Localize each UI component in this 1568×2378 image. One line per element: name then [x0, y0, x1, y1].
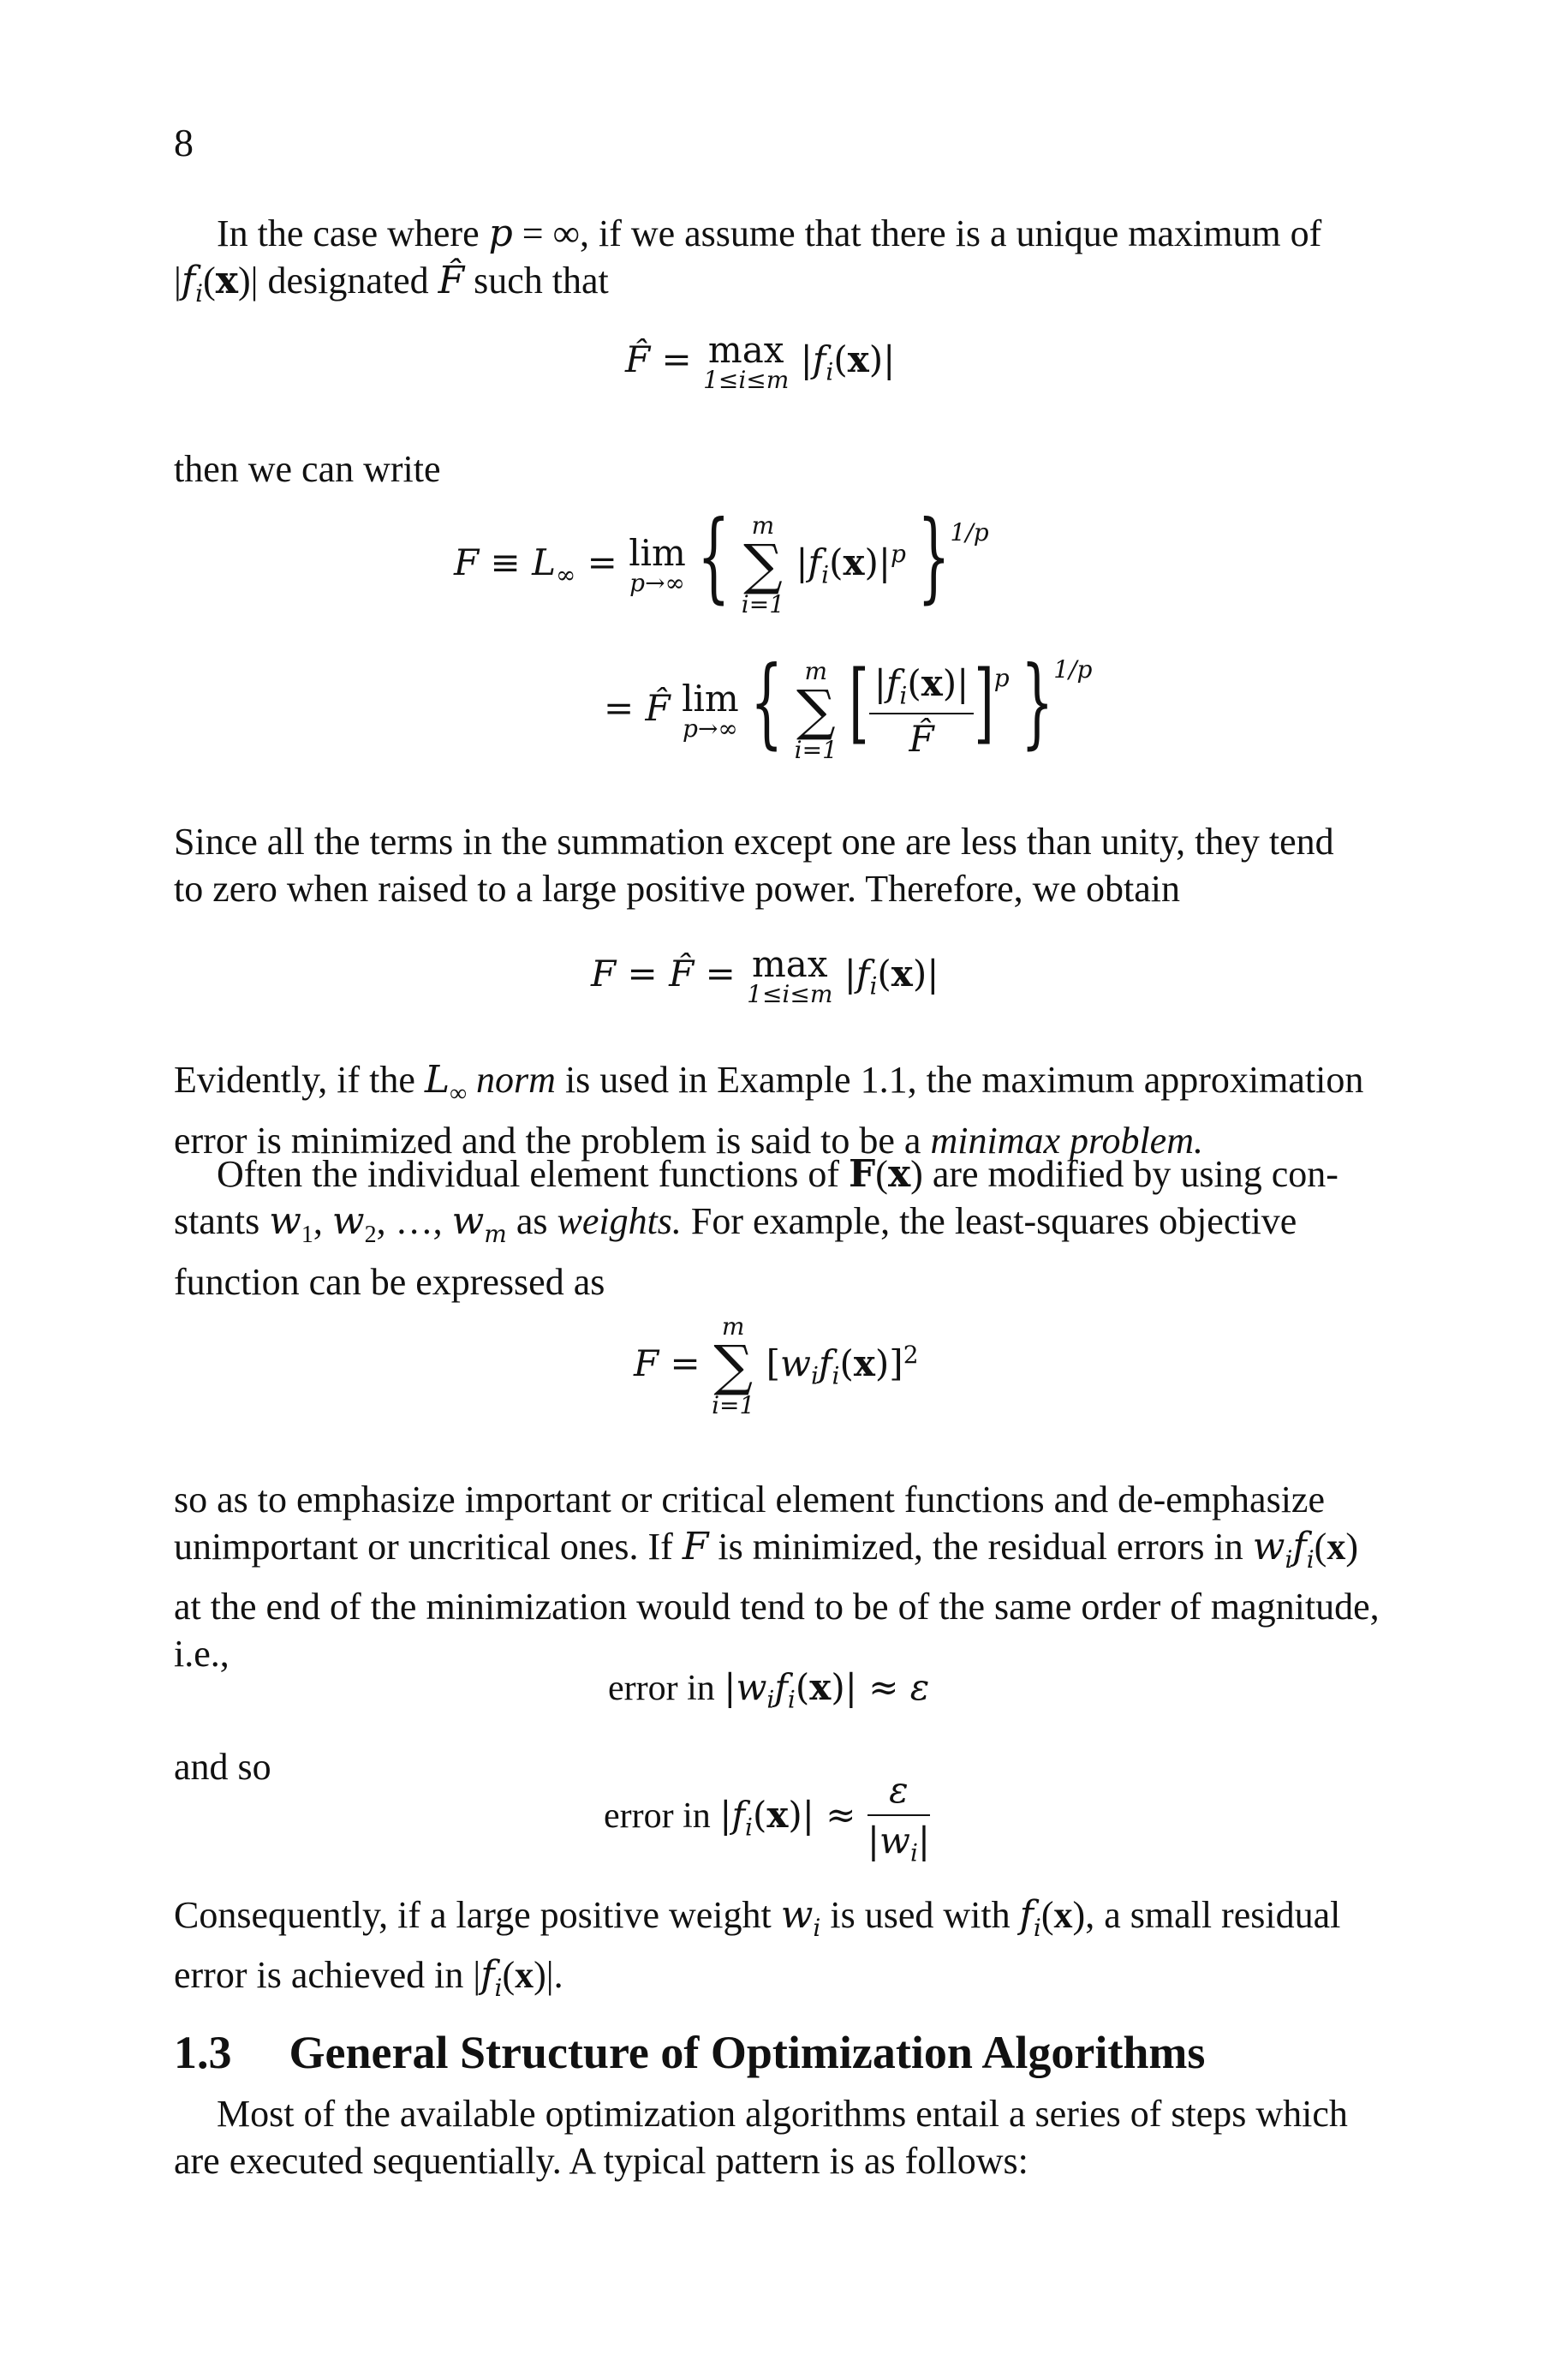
equation-error-1: error in $|w_if_i(x)| \approx \varepsilon$	[608, 1666, 930, 1714]
page-number: 8	[174, 121, 194, 164]
paragraph-3: Since all the terms in the summation except one are less than unity, they tend to zero when raised to a large positive power. Therefore, we obtain	[174, 821, 1334, 910]
paragraph-6: so as to emphasize important or critical element functions and de-emphasize unimportant or uncritical ones. If F is minimized, the residual errors in $w_if_i(x)$ at the end of the minimization would tend to be of the same order of magnitude, i.e.,	[174, 1479, 1380, 1675]
paragraph-2: then we can write	[174, 448, 441, 490]
paragraph-5: Often the individual element functions of F(x) are modified by using con- stants $w_1$, $w_2$, …, $w_m$ as weights. For example, the least-squares objective function can be expressed as	[174, 1152, 1338, 1303]
equation-error-2: error in $|f_i(x)|$ ≈ $\frac{\varepsilon}{|w_i|}$	[604, 1769, 931, 1867]
section-number: 1.3	[174, 2027, 232, 2078]
equation-weighted: F = m ∑ i=1 $[w_if_i(x)]^2$	[634, 1312, 919, 1419]
equation-linf-1: $F \equiv L_\infty$ = lim p→∞ { m ∑ i=1 $|f_i(x)|^p$ }$^{1/p}$	[454, 500, 989, 618]
section-heading	[174, 2026, 1205, 2079]
paragraph-8: Most of the available optimization algorithms entail a series of steps which are executed sequentially. A typical pattern is as follows:	[174, 2093, 1348, 2182]
paragraph-and-so: and so	[174, 1746, 271, 1788]
equation-minimax: F = F̂ = max 1≤i≤m $|f_i(x)|$	[591, 943, 939, 1008]
equation-f-hat: F̂ = max 1≤i≤m $|f_i(x)|$	[625, 329, 896, 394]
section-title: General Structure of Optimization Algorithms	[289, 2027, 1206, 2078]
paragraph-4: Evidently, if the $L_\infty$ norm is used in Example 1.1, the maximum approximation error is minimized and the problem is said to be a minimax problem.	[174, 1058, 1364, 1162]
paragraph-7: Consequently, if a large positive weight $w_i$ is used with $f_i(x)$, a small residual error is achieved in $|f_i(x)|$.	[174, 1893, 1341, 2002]
equation-linf-2: = F̂ lim p→∞ { m ∑ i=1 [ $\frac{|f_i(x)|}{F̂}$ ]$^p$ }$^{1/p}$	[604, 646, 1093, 764]
paragraph-1: In the case where p = ∞, if we assume that there is a unique maximum of $|f_i(x)|$ designated F̂ such that	[174, 212, 1322, 308]
